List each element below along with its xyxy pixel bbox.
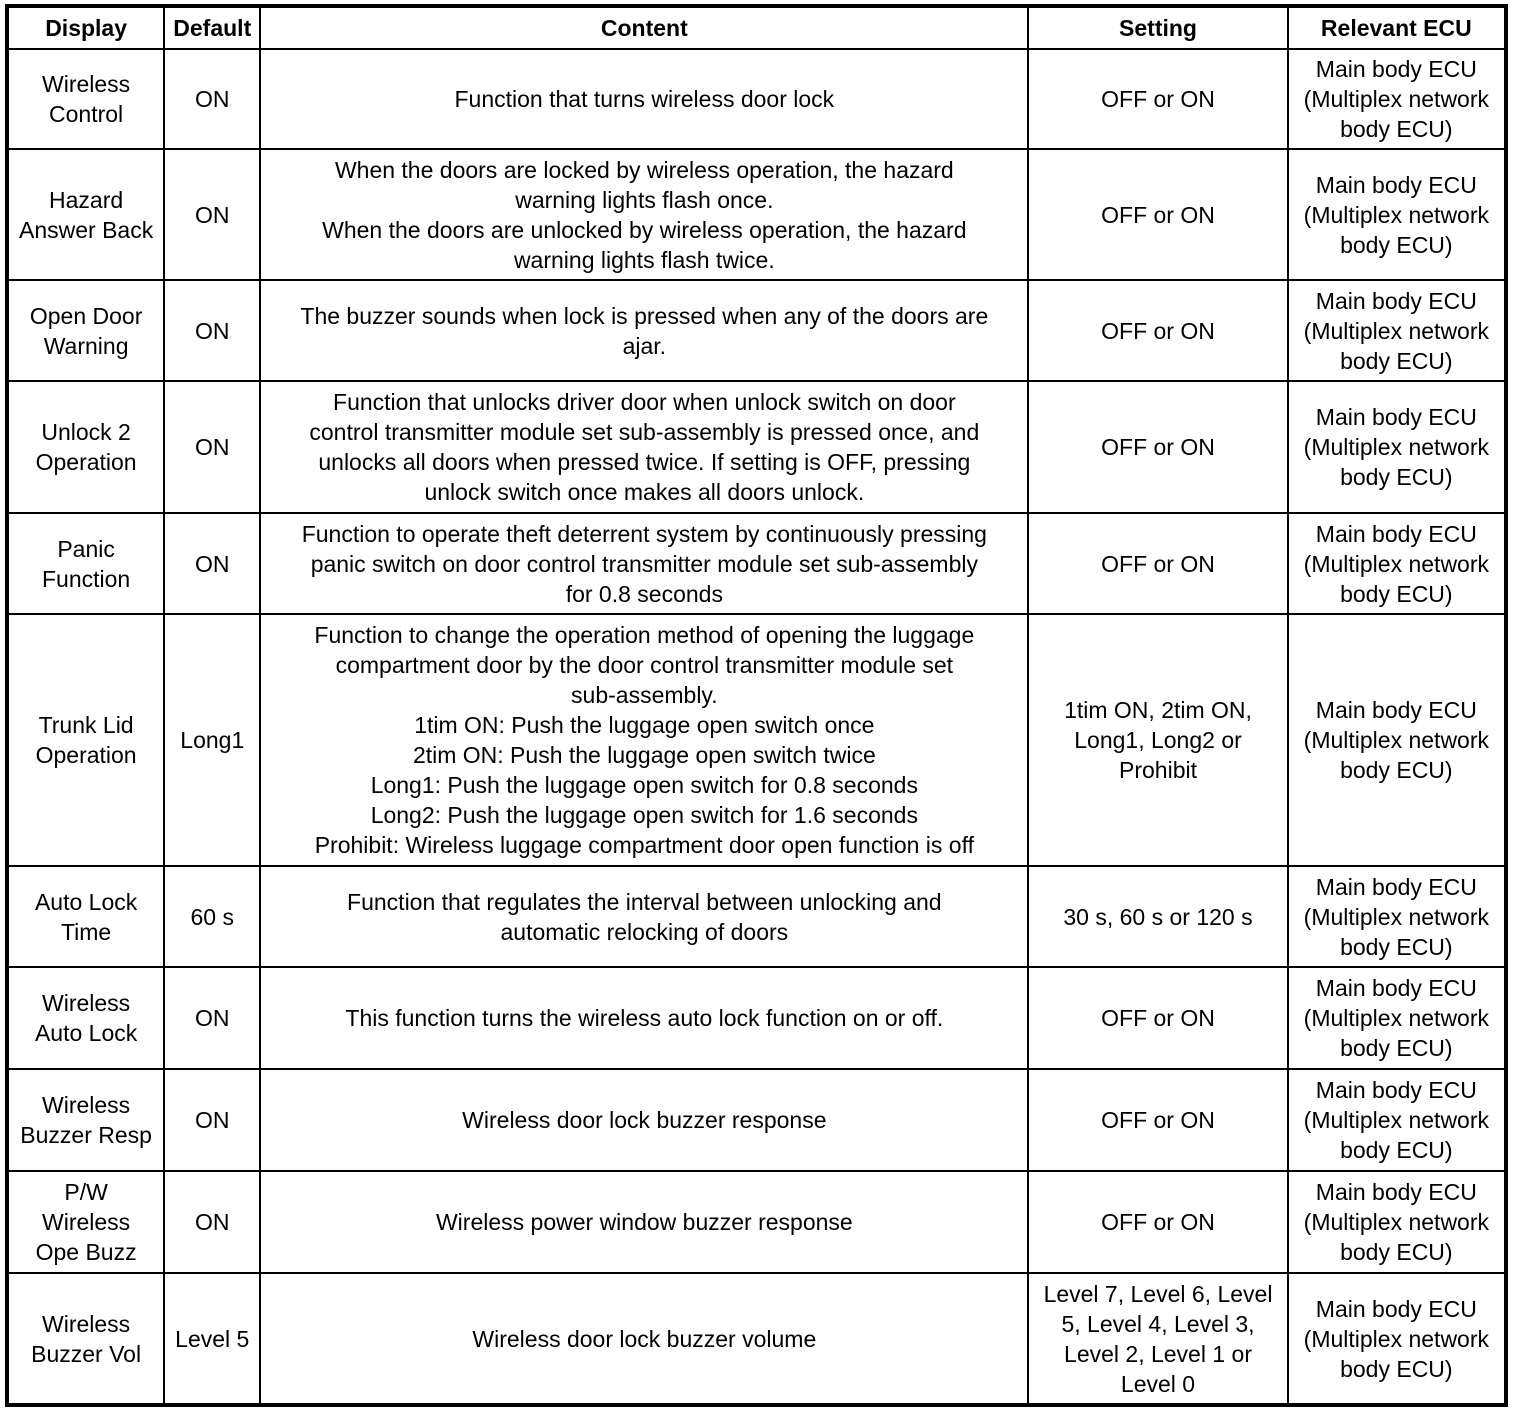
table-row (7, 513, 1506, 614)
table-row (7, 967, 1506, 1069)
cell-setting: OFF or ON (1028, 967, 1287, 1069)
cell-ecu: Main body ECU (Multiplex network body ECU) (1288, 866, 1506, 967)
table-row (7, 381, 1506, 513)
cell-display: Trunk Lid Operation (7, 614, 164, 866)
cell-display: P/W Wireless Ope Buzz (7, 1171, 164, 1273)
cell-content: Function to change the operation method of opening the luggage compartment door by the door control transmitter module set sub-assembly. 1tim ON: Push the luggage open switch once 2tim ON: Push the luggage open switch twice Long1: Push the luggage open switch for 0.8 seconds Long2: Push the luggage open switch for 1.6 seconds Prohibit: Wireless luggage compartment door open function is off (260, 614, 1028, 866)
cell-default: ON (164, 381, 260, 513)
header-content: Content (260, 6, 1028, 49)
cell-content: Function that turns wireless door lock (260, 49, 1028, 149)
header-relevant-ecu: Relevant ECU (1288, 6, 1506, 49)
cell-content: Wireless door lock buzzer volume (260, 1273, 1028, 1405)
cell-setting: Level 7, Level 6, Level 5, Level 4, Level 3, Level 2, Level 1 or Level 0 (1028, 1273, 1287, 1405)
cell-content: This function turns the wireless auto lock function on or off. (260, 967, 1028, 1069)
customize-parameters-table (5, 4, 1508, 1407)
cell-display: Wireless Buzzer Resp (7, 1069, 164, 1171)
table-row (7, 1171, 1506, 1273)
table-header-row (7, 6, 1506, 49)
cell-default: ON (164, 513, 260, 614)
cell-setting: OFF or ON (1028, 513, 1287, 614)
cell-display: Open Door Warning (7, 280, 164, 381)
cell-ecu: Main body ECU (Multiplex network body ECU) (1288, 1273, 1506, 1405)
table-row (7, 149, 1506, 280)
cell-content: When the doors are locked by wireless operation, the hazard warning lights flash once. When the doors are unlocked by wireless operation, the hazard warning lights flash twice. (260, 149, 1028, 280)
cell-display: Unlock 2 Operation (7, 381, 164, 513)
table-row (7, 1273, 1506, 1405)
cell-ecu: Main body ECU (Multiplex network body ECU) (1288, 49, 1506, 149)
table-row (7, 866, 1506, 967)
cell-default: ON (164, 967, 260, 1069)
header-setting: Setting (1028, 6, 1287, 49)
cell-default: ON (164, 280, 260, 381)
table-row (7, 614, 1506, 866)
cell-default: ON (164, 1171, 260, 1273)
cell-display: Wireless Control (7, 49, 164, 149)
header-display: Display (7, 6, 164, 49)
cell-default: ON (164, 149, 260, 280)
cell-default: Level 5 (164, 1273, 260, 1405)
table-row (7, 280, 1506, 381)
cell-default: Long1 (164, 614, 260, 866)
cell-setting: OFF or ON (1028, 1069, 1287, 1171)
cell-setting: OFF or ON (1028, 149, 1287, 280)
cell-content: The buzzer sounds when lock is pressed when any of the doors are ajar. (260, 280, 1028, 381)
cell-content: Function to operate theft deterrent system by continuously pressing panic switch on door control transmitter module set sub-assembly for 0.8 seconds (260, 513, 1028, 614)
cell-ecu: Main body ECU (Multiplex network body ECU) (1288, 1069, 1506, 1171)
cell-content: Function that unlocks driver door when unlock switch on door control transmitter module set sub-assembly is pressed once, and unlocks all doors when pressed twice. If setting is OFF, pressing unlock switch once makes all doors unlock. (260, 381, 1028, 513)
cell-setting: 30 s, 60 s or 120 s (1028, 866, 1287, 967)
header-default: Default (164, 6, 260, 49)
cell-default: 60 s (164, 866, 260, 967)
cell-setting: OFF or ON (1028, 381, 1287, 513)
cell-content: Function that regulates the interval between unlocking and automatic relocking of doors (260, 866, 1028, 967)
cell-default: ON (164, 1069, 260, 1171)
cell-setting: OFF or ON (1028, 1171, 1287, 1273)
cell-setting: OFF or ON (1028, 49, 1287, 149)
table-row (7, 1069, 1506, 1171)
cell-setting: OFF or ON (1028, 280, 1287, 381)
cell-ecu: Main body ECU (Multiplex network body ECU) (1288, 1171, 1506, 1273)
cell-ecu: Main body ECU (Multiplex network body ECU) (1288, 280, 1506, 381)
cell-ecu: Main body ECU (Multiplex network body ECU) (1288, 967, 1506, 1069)
cell-display: Panic Function (7, 513, 164, 614)
table-row (7, 49, 1506, 149)
cell-ecu: Main body ECU (Multiplex network body ECU) (1288, 381, 1506, 513)
cell-display: Wireless Buzzer Vol (7, 1273, 164, 1405)
cell-default: ON (164, 49, 260, 149)
cell-ecu: Main body ECU (Multiplex network body ECU) (1288, 513, 1506, 614)
cell-ecu: Main body ECU (Multiplex network body ECU) (1288, 614, 1506, 866)
cell-display: Hazard Answer Back (7, 149, 164, 280)
cell-content: Wireless power window buzzer response (260, 1171, 1028, 1273)
cell-setting: 1tim ON, 2tim ON, Long1, Long2 or Prohibit (1028, 614, 1287, 866)
cell-display: Wireless Auto Lock (7, 967, 164, 1069)
cell-display: Auto Lock Time (7, 866, 164, 967)
cell-content: Wireless door lock buzzer response (260, 1069, 1028, 1171)
cell-ecu: Main body ECU (Multiplex network body ECU) (1288, 149, 1506, 280)
